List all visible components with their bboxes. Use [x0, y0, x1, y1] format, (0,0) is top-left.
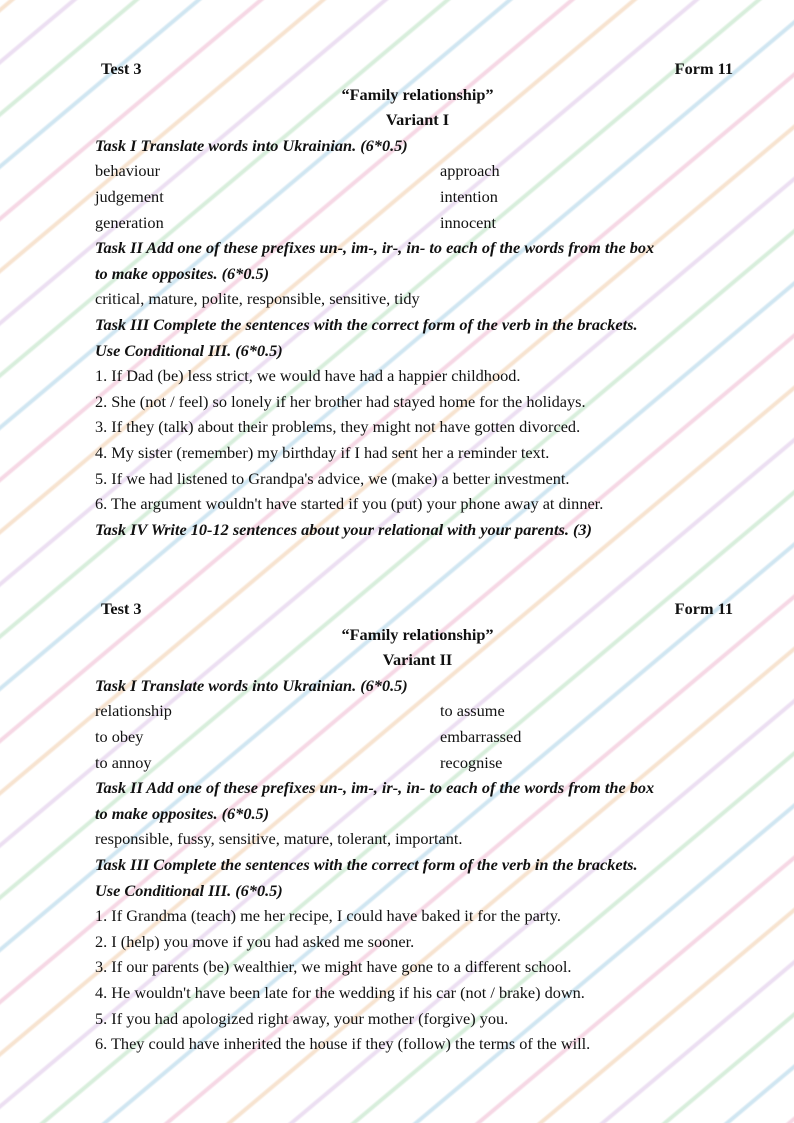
word: innocent	[440, 212, 497, 232]
word: behaviour	[95, 161, 161, 181]
test-title: “Family relationship”	[341, 624, 494, 644]
form-label: Form 11	[674, 59, 733, 78]
task-2-words: critical, mature, polite, responsible, sensitive, tidy	[95, 289, 420, 309]
task-2-heading-cont: to make opposites. (6*0.5)	[95, 803, 270, 823]
sentence: 4. He wouldn't have been late for the wedding if his car (not / brake) down.	[95, 982, 585, 1002]
task-3-heading: Task III Complete the sentences with the correct form of the verb in the brackets.	[95, 314, 638, 334]
variant-1-section	[95, 56, 740, 542]
task-1-heading: Task I Translate words into Ukrainian. (6*0.5)	[95, 675, 408, 695]
word: generation	[95, 212, 164, 232]
sentence: 6. The argument wouldn't have started if you (put) your phone away at dinner.	[95, 494, 604, 514]
variant-2-section	[95, 596, 740, 1057]
sentence: 3. If they (talk) about their problems, they might not have gotten divorced.	[95, 417, 581, 437]
task-2-heading-cont: to make opposites. (6*0.5)	[95, 263, 270, 283]
sentence: 1. If Grandma (teach) me her recipe, I could have baked it for the party.	[95, 906, 561, 926]
word: embarrassed	[440, 726, 522, 746]
variant-heading: Variant I	[385, 110, 450, 130]
task-3-heading-cont: Use Conditional III. (6*0.5)	[95, 340, 283, 360]
word: judgement	[95, 186, 164, 206]
sentence: 6. They could have inherited the house if they (follow) the terms of the will.	[95, 1034, 591, 1054]
task-2-words: responsible, fussy, sensitive, mature, tolerant, important.	[95, 829, 463, 849]
word: recognise	[440, 752, 503, 772]
task-2-heading: Task II Add one of these prefixes un-, im-, ir-, in- to each of the words from the box	[95, 238, 655, 258]
word: relationship	[95, 701, 172, 721]
test-label: Test 3	[101, 59, 142, 78]
sentence: 3. If our parents (be) wealthier, we might have gone to a different school.	[95, 957, 572, 977]
word: approach	[440, 161, 500, 181]
sentence: 2. She (not / feel) so lonely if her brother had stayed home for the holidays.	[95, 391, 586, 411]
test-title: “Family relationship”	[341, 84, 494, 104]
variant-heading: Variant II	[382, 650, 453, 670]
word: to annoy	[95, 752, 152, 772]
test-label: Test 3	[101, 599, 142, 618]
task-3-heading-cont: Use Conditional III. (6*0.5)	[95, 880, 283, 900]
sentence: 1. If Dad (be) less strict, we would have had a happier childhood.	[95, 366, 521, 386]
sentence: 5. If you had apologized right away, your mother (forgive) you.	[95, 1008, 509, 1028]
sentence: 5. If we had listened to Grandpa's advice, we (make) a better investment.	[95, 468, 570, 488]
sentence: 4. My sister (remember) my birthday if I had sent her a reminder text.	[95, 442, 550, 462]
form-label: Form 11	[674, 599, 733, 618]
word: to assume	[440, 701, 505, 721]
task-2-heading: Task II Add one of these prefixes un-, im-, ir-, in- to each of the words from the box	[95, 778, 655, 798]
word: to obey	[95, 726, 144, 746]
task-4-heading: Task IV Write 10-12 sentences about your relational with your parents. (3)	[95, 519, 592, 539]
sentence: 2. I (help) you move if you had asked me sooner.	[95, 931, 415, 951]
task-3-heading: Task III Complete the sentences with the correct form of the verb in the brackets.	[95, 854, 638, 874]
word: intention	[440, 186, 498, 206]
task-1-heading: Task I Translate words into Ukrainian. (6*0.5)	[95, 135, 408, 155]
